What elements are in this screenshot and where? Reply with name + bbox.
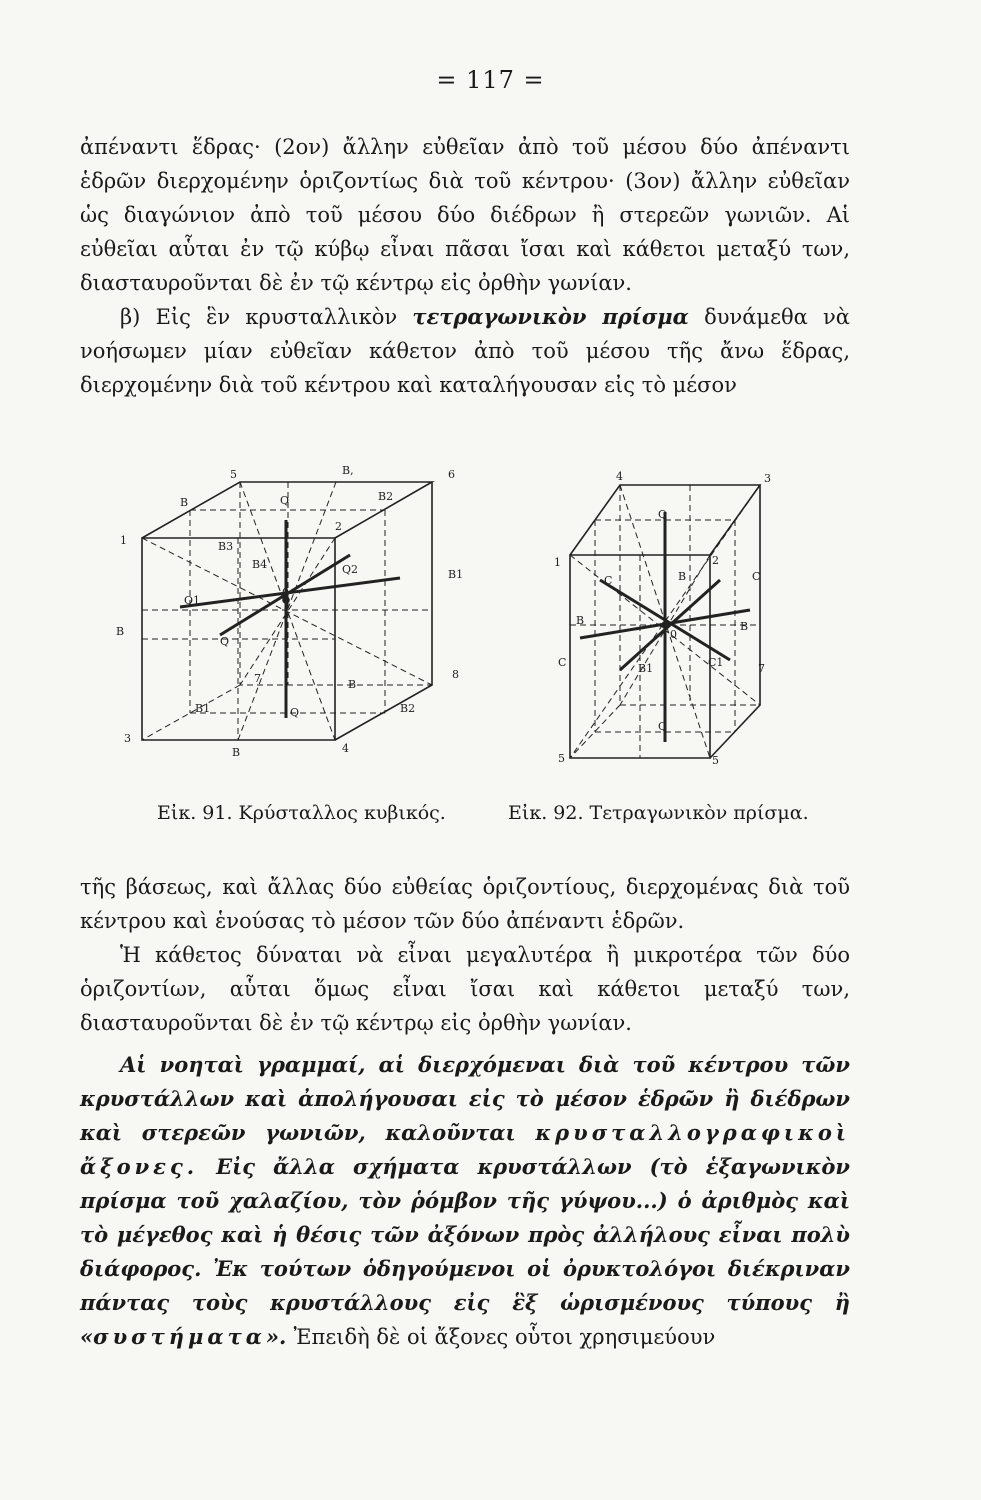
definition-part-2: Εἰς ἄλλα σχήματα κρυστάλλων (τὸ ἑξαγωνικὸν πρίσμα τοῦ χαλαζίου, τὸν ῥόμβον τῆς γύψου...) ὁ ἀριθμὸς καὶ τὸ μέγεθος καὶ ἡ θέσις τῶν ἀξόνων πρὸς ἀλλήλους εἶναι πολὺ διάφορος. Ἐκ τούτων ὁδηγούμενοι οἱ ὀρυκτολόγοι διέκριναν πάντας τοὺς κρυστάλλους εἰς ἓξ ὡρισμένους τύπους ἢ «: [80, 1154, 851, 1349]
fig92-label: 4: [616, 470, 623, 483]
fig92-label: B1: [638, 662, 654, 675]
fig92-label: B: [740, 620, 749, 633]
middle-paragraph-2: Ἡ κάθετος δύναται νὰ εἶναι μεγαλυτέρα ἢ μικροτέρα τῶν δύο ὁριζοντίων, αὗται ὅμως εἶναι ἴσαι καὶ κάθετοι μεταξύ των, διασταυροῦνται δὲ ἐν τῷ κέντρῳ εἰς ὀρθὴν γωνίαν.: [80, 943, 850, 1035]
definition-normal-end: Ἐπειδὴ δὲ οἱ ἄξονες οὗτοι χρησιμεύουν: [293, 1325, 716, 1349]
fig92-label: 5: [712, 754, 719, 767]
fig91-label: 3: [124, 732, 131, 745]
fig91-label: B2: [378, 490, 394, 503]
fig92-label: B: [576, 614, 585, 627]
fig91-label: 0: [282, 586, 289, 599]
figure-91-cube: [142, 482, 432, 740]
fig92-label: C: [604, 574, 613, 587]
fig91-label: 6: [448, 468, 455, 481]
systems-term: συστήματα: [93, 1324, 266, 1349]
figure-92-prism: [570, 485, 760, 758]
fig92-label: 2: [712, 554, 719, 567]
fig91-label: B4: [252, 558, 268, 571]
p2-end: δυνάμεθα νὰ νοήσωμεν μίαν εὐθεῖαν κάθετον ἀπὸ τοῦ μέσου τῆς ἄνω ἕδρας, διερχομένην διὰ τοῦ κέντρου καὶ καταλήγουσαν εἰς τὸ μέσον: [80, 305, 850, 397]
fig91-label: Q1: [184, 594, 201, 607]
p2-start: β) Εἰς ἓν κρυσταλλικὸν: [120, 305, 398, 329]
definition-part-1: Αἱ νοηταὶ γραμμαί, αἱ διερχόμεναι διὰ τοῦ κέντρου τῶν κρυστάλλων καὶ ἀπολήγουσαι εἰς τὸ μέσον ἑδρῶν ἢ διέδρων καὶ στερεῶν γωνιῶν, καλοῦνται: [80, 1052, 850, 1145]
fig91-label: B2: [400, 702, 416, 715]
fig91-label: Q: [280, 494, 290, 507]
fig91-label: 1: [120, 534, 127, 547]
fig91-label: 8: [452, 668, 459, 681]
top-paragraph-2: [80, 300, 850, 402]
fig91-label: B3: [218, 540, 234, 553]
fig92-label: B: [678, 570, 687, 583]
fig92-label: 0: [670, 628, 677, 641]
fig92-label: C: [752, 570, 761, 583]
prism-center: [662, 622, 668, 628]
page-number: = 117 =: [436, 66, 545, 94]
fig91-label: B1: [195, 702, 211, 715]
fig92-label: 5: [558, 752, 565, 765]
fig91-label: B: [180, 496, 189, 509]
fig91-label: B: [116, 625, 125, 638]
middle-text-block: [80, 870, 850, 1040]
middle-paragraph-1: τῆς βάσεως, καὶ ἄλλας δύο εὐθείας ὁριζοντίους, διερχομένας διὰ τοῦ κέντρου καὶ ἑνούσας τὸ μέσον τῶν δύο ἀπέναντι ἑδρῶν.: [80, 875, 850, 933]
top-paragraph-1: ἀπέναντι ἕδρας· (2ον) ἄλλην εὐθεῖαν ἀπὸ τοῦ μέσου δύο ἀπέναντι ἑδρῶν διερχομένην ὁριζοντίως διὰ τοῦ κέντρου· (3ον) ἄλλην εὐθεῖαν ὡς διαγώνιον ἀπὸ τοῦ μέσου δύο διέδρων ἢ στερεῶν γωνιῶν. Αἱ εὐθεῖαι αὗται ἐν τῷ κύβῳ εἶναι πᾶσαι ἴσαι καὶ κάθετοι μεταξύ των, διασταυροῦνται δὲ ἐν τῷ κέντρῳ εἰς ὀρθὴν γωνίαν.: [80, 135, 850, 295]
fig91-label: 5: [230, 468, 237, 481]
figure-92-caption: Εἰκ. 92. Τετραγωνικὸν πρίσμα.: [508, 802, 809, 824]
fig91-label: Q: [220, 635, 230, 648]
fig91-label: 7: [254, 672, 261, 685]
fig92-label: 3: [764, 472, 771, 485]
fig92-label: Q: [658, 720, 668, 733]
definition-part-3: ».: [265, 1324, 287, 1349]
fig91-label: 4: [342, 742, 349, 755]
fig91-label: B: [348, 678, 357, 691]
bold-text-block: [80, 1048, 850, 1354]
figure-91-caption: Εἰκ. 91. Κρύσταλλος κυβικός.: [157, 802, 446, 824]
p2-bold-term: τετραγωνικὸν πρίσμα: [412, 304, 689, 329]
figures-svg: [80, 460, 850, 805]
fig91-label: B1: [448, 568, 464, 581]
fig91-label: Q: [290, 706, 300, 719]
figure-91-labels: [116, 464, 463, 759]
fig91-label: 2: [335, 520, 342, 533]
cube-right-edges: [335, 482, 432, 740]
axes-term: κρυσταλλογραφικοὶ ἄξονες.: [80, 1120, 850, 1179]
fig92-label: 7: [758, 662, 765, 675]
fig92-label: Q: [658, 508, 668, 521]
fig92-label: C: [558, 656, 567, 669]
fig91-label: B: [232, 746, 241, 759]
fig91-label: Q2: [342, 563, 359, 576]
definition-paragraph: [80, 1048, 850, 1354]
top-text-block: [80, 130, 850, 402]
fig92-label: C1: [708, 656, 724, 669]
fig91-label: B,: [342, 464, 354, 477]
fig92-label: 1: [554, 556, 561, 569]
figures-area: [80, 460, 850, 805]
